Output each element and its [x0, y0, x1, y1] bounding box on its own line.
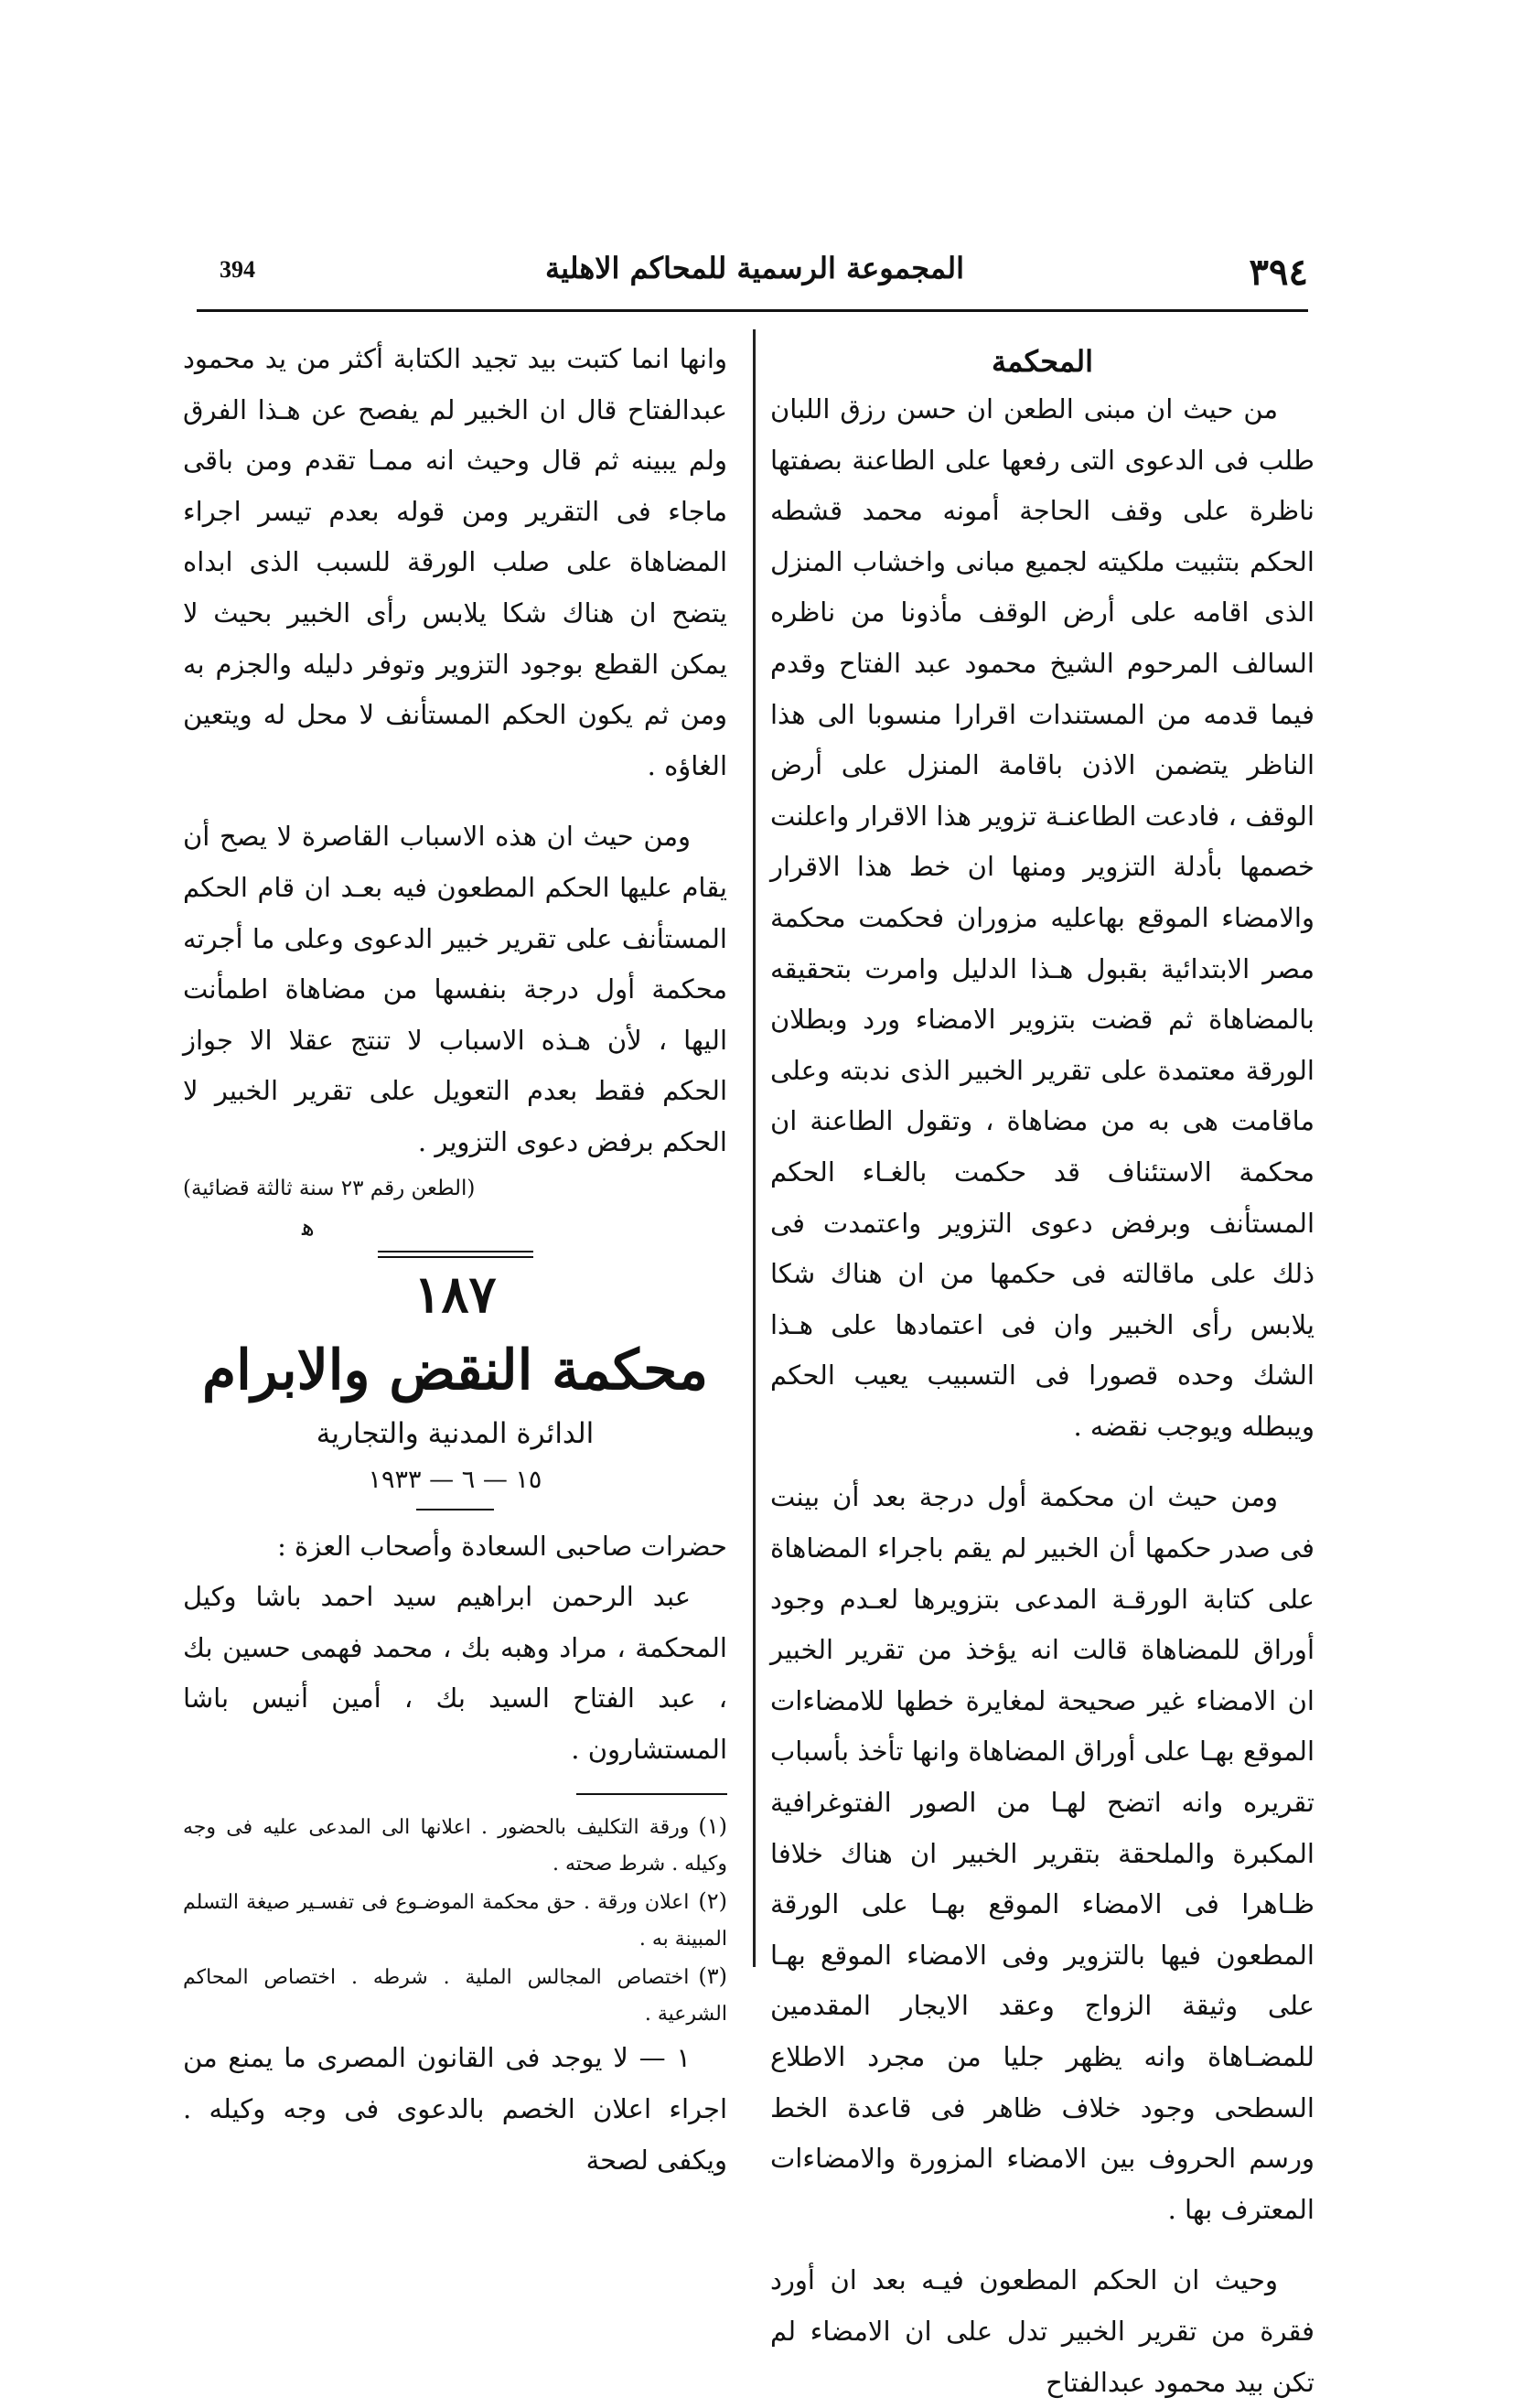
footnote-text: اختصاص المجالس الملية . شرطه . اختصاص المحاكم الشرعية . [183, 1966, 727, 2026]
handwritten-mark [183, 1209, 727, 1245]
left-column [183, 334, 727, 2186]
judgment-date: ١٥ — ٦ — ١٩٣٣ [368, 1465, 542, 1494]
footnote [183, 1883, 727, 1958]
page-header [197, 249, 1313, 304]
paragraph: وانها انما كتبت بيد تجيد الكتابة أكثر من يد محمود عبدالفتاح قال ان الخبير لم يفصح عن هـذا الفرق ولم يبينه ثم قال وحيث انه ممـا تقدم ومن باقى ماجاء فى التقرير ومن قوله بعدم تيسر اجراء المضاهاة على صلب الورقة للسبب الذى ابداه يتضح ان هناك شكا يلابس رأى الخبير بحيث لا يمكن القطع بوجود التزوير وتوفر دليله والجزم به ومن ثم يكون الحكم المستأنف لا محل له ويتعين الغاؤه . [183, 343, 727, 781]
right-column [770, 339, 1314, 2408]
footnote-text: ورقة التكليف بالحضور . اعلانها الى المدعى عليه فى وجه وكيله . شرط صحته . [183, 1816, 727, 1876]
header-rule [197, 309, 1308, 312]
paragraph: ومن حيث ان محكمة أول درجة بعد أن بينت فى صدر حكمها أن الخبير لم يقم باجراء المضاهاة على كتابة الورقـة المدعى بتزويرها لعـدم وجود أوراق للمضاهاة قالت انه يؤخذ من تقرير الخبير ان الامضاء غير صحيحة لمغايرة خطها للامضاءات الموقع بهـا على أوراق المضاهاة وانها تأخذ بأسباب تقريره وانه اتضح لهـا من الصور الفتوغرافية المكبرة والملحقة بتقرير الخبير ان هناك خلافا ظـاهرا فى الامضاء الموقع بهـا على الورقة المطعون فيها بالتزوير وفى الامضاء الموقع بهـا على وثيقة الزواج وعقد الايجار المقدمين للمضـاهاة وانه يظهر جليا من مجرد الاطلاع السطحى وجود خلاف ظاهر فى قاعدة الخط ورسم الحروف بين الامضاء المزورة والامضاءات المعترف بها . [770, 1481, 1314, 2225]
section-title: المحكمة [991, 344, 1094, 379]
footnote [183, 1808, 727, 1883]
case-citation: (الطعن رقم ٢٣ سنة ثالثة قضائية) [183, 1176, 476, 1200]
paragraph: ومن حيث ان هذه الاسباب القاصرة لا يصح أن يقام عليها الحكم المطعون فيه بعـد ان قام الحكم المستأنف على تقرير خبير الدعوى وعلى ما أجرته محكمة أول درجة بنفسها من مضاهاة اطمأنت اليها ، لأن هـذه الاسباب لا تنتج عقلا الا جواز الحكم فقط بعدم التعويل على تقرير الخبير لا الحكم برفض دعوى التزوير . [183, 821, 727, 1157]
page-number-arabic: ٣٩٤ [1249, 251, 1308, 294]
footnote [183, 1958, 727, 2033]
bench-intro: حضرات صاحبى السعادة وأصحاب العزة : [277, 1530, 727, 1562]
mark-glyph: ﻫ [302, 1213, 315, 1242]
court-name: محكمة النقض والابرام [201, 1338, 709, 1403]
footnote-text: اعلان ورقة . حق محكمة الموضـوع فى تفسـير صيغة التسلم المبينة به . [183, 1891, 727, 1951]
footnote-number: (٣) [698, 1963, 727, 1990]
column-divider [753, 329, 756, 1967]
footnote-rule [576, 1793, 727, 1795]
page-number-latin: 394 [220, 256, 255, 283]
short-rule [416, 1509, 494, 1510]
paragraph: من حيث ان مبنى الطعن ان حسن رزق اللبان طلب فى الدعوى التى رفعها على الطاعنة بصفتها ناظرة على وقف الحاجة أمونه محمد قشطه الحكم بتثبيت ملكيته لجميع مبانى واخشاب المنزل الذى اقامه على أرض الوقف مأذونا من ناظره السالف المرحوم الشيخ محمود عبد الفتاح وقدم فيما قدمه من المستندات اقرارا منسوبا الى هذا الناظر يتضمن الاذن باقامة المنزل على أرض الوقف ، فادعت الطاعنـة تزوير هذا الاقرار واعلنت خصمها بأدلة التزوير ومنها ان خط هذا الاقرار والامضاء الموقع بهاعليه مزوران فحكمت محكمة مصر الابتدائية بقبول هـذا الدليل وامرت بتحقيقه بالمضاهاة ثم قضت بتزوير الامضاء ورد وبطلان الورقة معتمدة على تقرير الخبير الذى ندبته وعلى ماقامت هى به من مضاهاة ، وتقول الطاعنة ان محكمة الاستئناف قد حكمت بالغـاء الحكم المستأنف وبرفض دعوى التزوير واعتمدت فى ذلك على ماقالته فى حكمها من ان هناك شكا يلابس رأى الخبير وان فى اعتمادها على هـذا الشك وحده قصورا فى التسبيب يعيب الحكم ويبطله ويوجب نقضه . [770, 393, 1314, 1442]
running-title: المجموعة الرسمية للمحاكم الاهلية [544, 251, 965, 285]
section-separator [378, 1251, 533, 1258]
court-circuit: الدائرة المدنية والتجارية [316, 1416, 595, 1450]
paragraph: وحيث ان الحكم المطعون فيـه بعد ان أورد فقرة من تقرير الخبير تدل على ان الامضاء لم تكن بيد محمود عبدالفتاح [770, 2264, 1314, 2398]
case-number: ١٨٧ [413, 1263, 497, 1325]
footnote-number: (١) [698, 1813, 727, 1840]
paragraph: ١ — لا يوجد فى القانون المصرى ما يمنع من اجراء اعلان الخصم بالدعوى فى وجه وكيله . ويكفى لصحة [183, 2042, 727, 2176]
bench-members: عبد الرحمن ابراهيم سيد احمد باشا وكيل المحكمة ، مراد وهبه بك ، محمد فهمى حسين بك ، عبد الفتاح السيد بك ، أمين أنيس باشا المستشارون . [183, 1581, 727, 1765]
footnote-number: (٢) [698, 1888, 727, 1915]
